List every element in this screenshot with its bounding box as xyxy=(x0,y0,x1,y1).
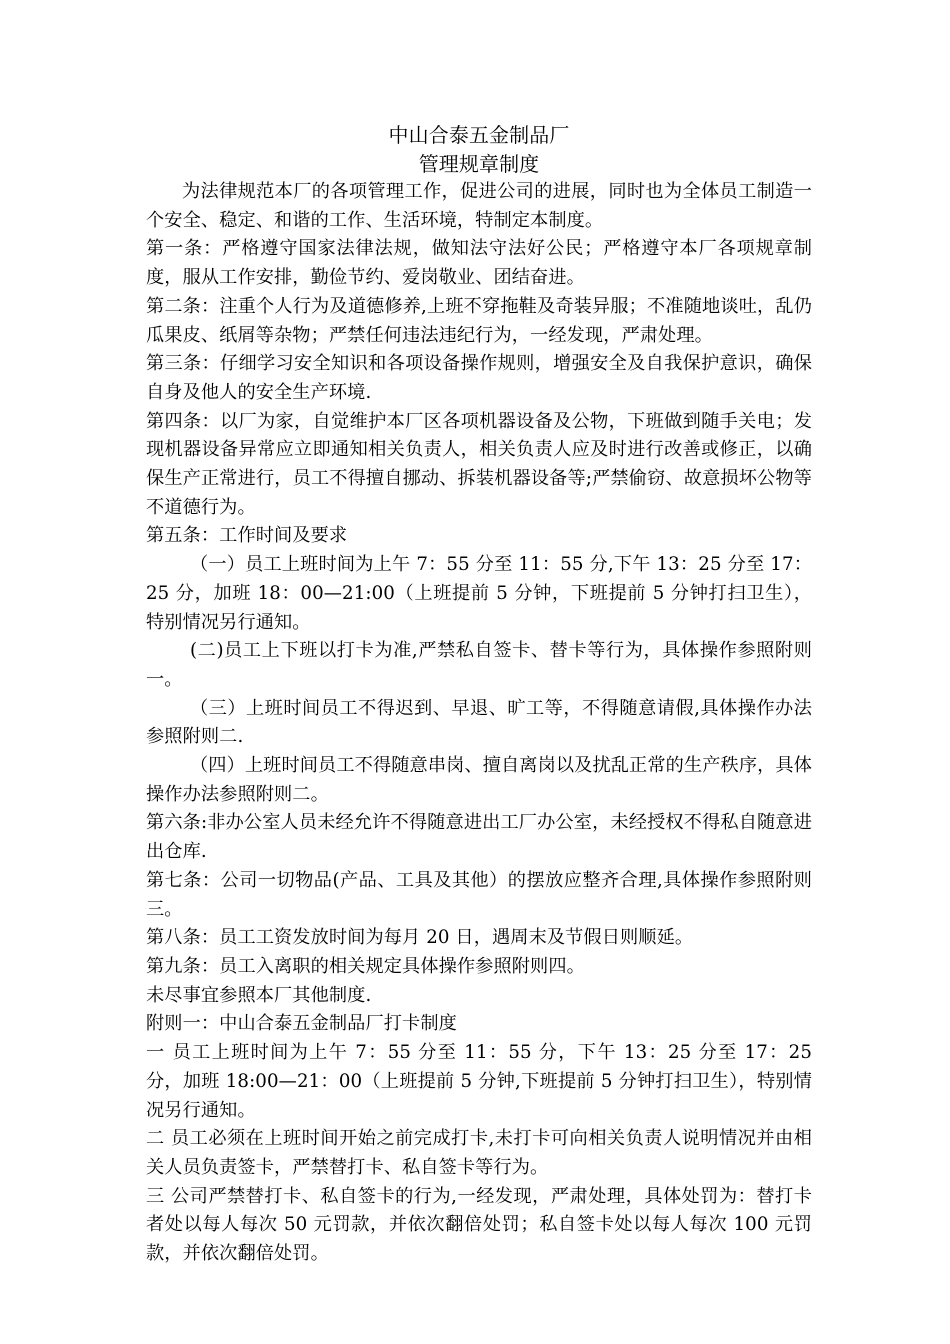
article-8: 第八条：员工工资发放时间为每月 20 日，遇周末及节假日则顺延。 xyxy=(146,927,694,949)
article-6: 第六条:非办公室人员未经允许不得随意进出工厂办公室，未经授权不得私自随意进出仓库. xyxy=(146,812,812,863)
closing-note: 未尽事宜参照本厂其他制度. xyxy=(146,984,372,1006)
article-2: 第二条：注重个人行为及道德修养,上班不穿拖鞋及奇装异服；不准随地谈吐，乱仍瓜果皮、纸屑等杂物；严禁任何违法违纪行为，一经发现，严肃处理。 xyxy=(146,295,812,346)
article-4: 第四条：以厂为家，自觉维护本厂区各项机器设备及公物，下班做到随手关电；发现机器设备异常应立即通知相关负责人，相关负责人应及时进行改善或修正，以确保生产正常进行，员工不得擅自挪动、拆装机器设备等;严禁偷窃、故意损坏公物等不道德行为。 xyxy=(146,410,812,518)
article-9: 第九条：员工入离职的相关规定具体操作参照附则四。 xyxy=(146,955,585,977)
appendix-1-item-3: 三 公司严禁替打卡、私自签卡的行为,一经发现，严肃处理，具体处罚为：替打卡者处以每人每次 50 元罚款，并依次翻倍处罚；私自签卡处以每人每次 100 元罚款，并依次翻倍处罚。 xyxy=(146,1185,812,1265)
article-5-heading: 第五条：工作时间及要求 xyxy=(146,525,348,547)
article-5-item-3: （三）上班时间员工不得迟到、早退、旷工等，不得随意请假,具体操作办法参照附则二. xyxy=(146,697,812,748)
appendix-1-item-1: 一 员工上班时间为上午 7：55 分至 11：55 分，下午 13：25 分至 17：25 分，加班 18:00—21：00（上班提前 5 分钟,下班提前 5 分钟打扫卫生），特别情况另行通知。 xyxy=(146,1042,812,1121)
appendix-1-item-2: 二 员工必须在上班时间开始之前完成打卡,未打卡可向相关负责人说明情况并由相关人员负责签卡，严禁替打卡、私自签卡等行为。 xyxy=(146,1128,812,1178)
article-7: 第七条：公司一切物品(产品、工具及其他）的摆放应整齐合理,具体操作参照附则三。 xyxy=(146,869,812,920)
article-3: 第三条：仔细学习安全知识和各项设备操作规则，增强安全及自我保护意识，确保自身及他人的安全生产环境. xyxy=(146,353,812,403)
article-5-item-4: （四）上班时间员工不得随意串岗、擅自离岗以及扰乱正常的生产秩序，具体操作办法参照附则二。 xyxy=(146,755,812,805)
intro-paragraph: 为法律规范本厂的各项管理工作，促进公司的进展，同时也为全体员工制造一个安全、稳定、和谐的工作、生活环境，特制定本制度。 xyxy=(146,181,812,231)
appendix-1-heading: 附则一：中山合泰五金制品厂打卡制度 xyxy=(146,1013,457,1035)
article-1: 第一条：严格遵守国家法律法规，做知法守法好公民；严格遵守本厂各项规章制度，服从工作安排，勤俭节约、爱岗敬业、团结奋进。 xyxy=(146,238,812,289)
document-title: 中山合泰五金制品厂 xyxy=(388,123,570,147)
document-body xyxy=(146,121,812,1269)
article-5-item-2: (二)员工上下班以打卡为准,严禁私自签卡、替卡等行为，具体操作参照附则一。 xyxy=(146,640,812,690)
document-subtitle: 管理规章制度 xyxy=(418,151,540,176)
article-5-item-1: （一）员工上班时间为上午 7：55 分至 11：55 分,下午 13：25 分至 17：25 分，加班 18：00—21:00（上班提前 5 分钟，下班提前 5 分钟打扫卫生），特别情况另行通知。 xyxy=(146,554,812,633)
